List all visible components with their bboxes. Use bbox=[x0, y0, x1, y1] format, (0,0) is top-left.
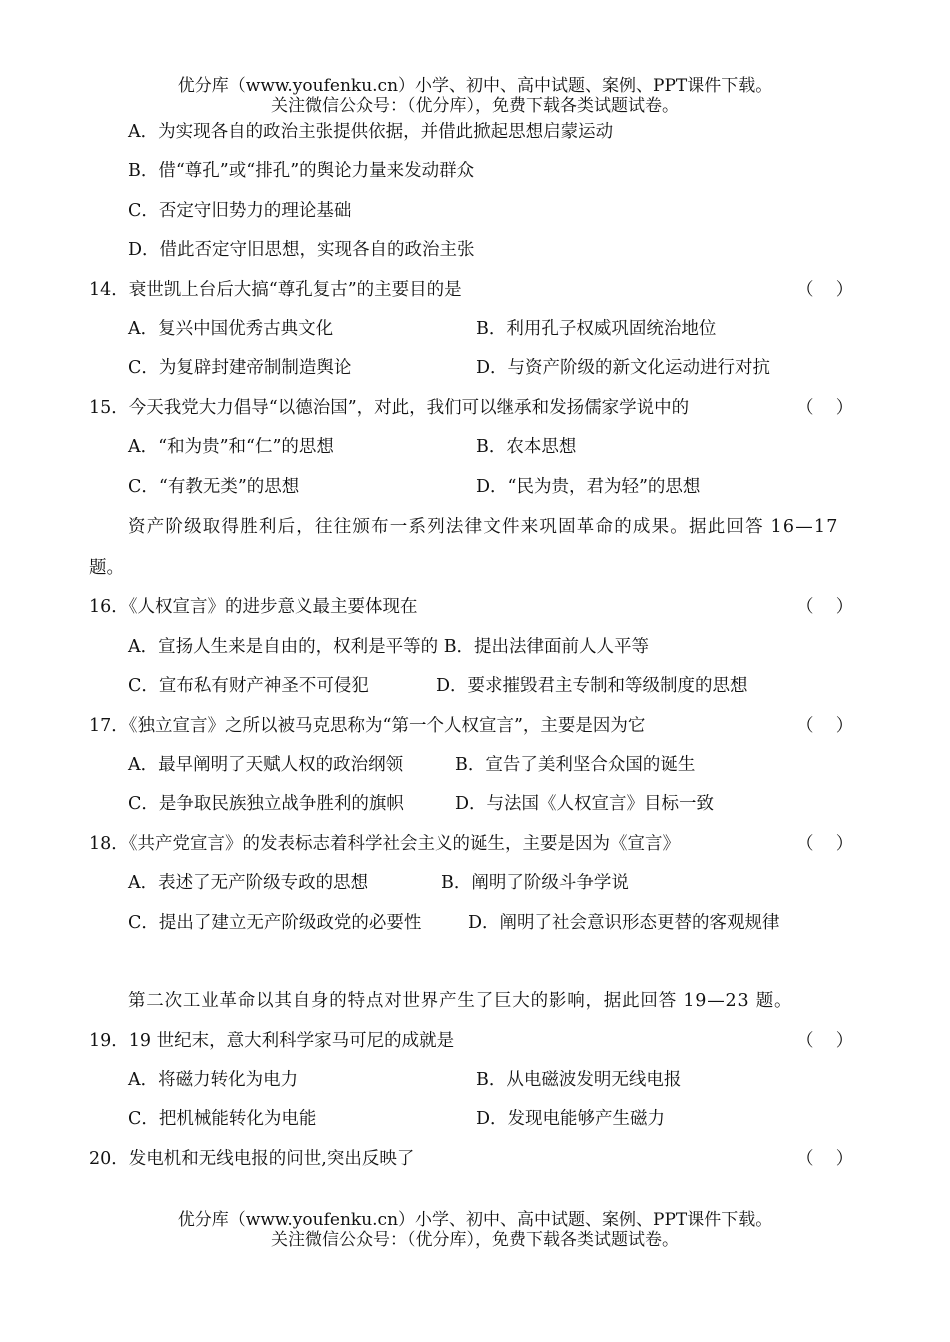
q18-stem: 18．《共产党宣言》的发表标志着科学社会主义的诞生，主要是因为《宣言》 bbox=[89, 834, 681, 854]
q20-stem: 20．发电机和无线电报的问世,突出反映了 bbox=[89, 1149, 415, 1169]
page-header bbox=[0, 76, 950, 116]
q18-option-a: A．表述了无产阶级专政的思想 bbox=[128, 873, 369, 893]
q16-stem: 16．《人权宣言》的进步意义最主要体现在 bbox=[89, 597, 418, 617]
header-line-1: 优分库（www.youfenku.cn）小学、初中、高中试题、案例、PPT课件下载。 bbox=[177, 76, 773, 96]
q13-option-d: D．借此否定守旧思想，实现各自的政治主张 bbox=[128, 240, 475, 260]
q17-option-c: C．是争取民族独立战争胜利的旗帜 bbox=[128, 794, 404, 814]
q17-stem: 17．《独立宣言》之所以被马克思称为“第一个人权宣言”，主要是因为它 bbox=[89, 716, 646, 736]
q14-answer-paren: （ ） bbox=[796, 280, 854, 300]
page-footer bbox=[0, 1210, 950, 1250]
q19-option-b: B．从电磁波发明无线电报 bbox=[476, 1070, 682, 1090]
q18-answer-paren: （ ） bbox=[796, 834, 854, 854]
q15-stem: 15．今天我党大力倡导“以德治国”，对此，我们可以继承和发扬儒家学说中的 bbox=[89, 398, 690, 418]
q15-answer-paren: （ ） bbox=[796, 398, 854, 418]
q15-option-d: D．“民为贵，君为轻”的思想 bbox=[476, 477, 701, 497]
q16-option-d: D．要求摧毁君主专制和等级制度的思想 bbox=[436, 676, 748, 696]
q14-option-d: D．与资产阶级的新文化运动进行对抗 bbox=[476, 358, 771, 378]
q16-option-c: C．宣布私有财产神圣不可侵犯 bbox=[128, 676, 369, 696]
q17-option-a: A．最早阐明了天赋人权的政治纲领 bbox=[128, 755, 404, 775]
q15-option-a: A．“和为贵”和“仁”的思想 bbox=[128, 437, 334, 457]
q14-option-b: B．利用孔子权威巩固统治地位 bbox=[476, 319, 717, 339]
q14-option-a: A．复兴中国优秀古典文化 bbox=[128, 319, 334, 339]
q17-option-b: B．宣告了美利坚合众国的诞生 bbox=[455, 755, 696, 775]
intro-19-23: 第二次工业革命以其自身的特点对世界产生了巨大的影响，据此回答 19—23 题。 bbox=[128, 991, 793, 1011]
q14-stem: 14．衰世凯上台后大搞“尊孔复古”的主要目的是 bbox=[89, 280, 462, 300]
q20-answer-paren: （ ） bbox=[796, 1149, 854, 1169]
q15-option-c: C．“有教无类”的思想 bbox=[128, 477, 300, 497]
q18-option-d: D．阐明了社会意识形态更替的客观规律 bbox=[468, 913, 780, 933]
q19-option-d: D．发现电能够产生磁力 bbox=[476, 1109, 666, 1129]
q17-option-d: D．与法国《人权宣言》目标一致 bbox=[455, 794, 715, 814]
q19-stem: 19．19 世纪末，意大利科学家马可尼的成就是 bbox=[89, 1031, 455, 1051]
q14-option-c: C．为复辟封建帝制制造舆论 bbox=[128, 358, 352, 378]
q18-option-c: C．提出了建立无产阶级政党的必要性 bbox=[128, 913, 422, 933]
q16-option-ab: A．宣扬人生来是自由的，权利是平等的 B．提出法律面前人人平等 bbox=[128, 637, 650, 657]
intro-16-17-line-1: 资产阶级取得胜利后，往往颁布一系列法律文件来巩固革命的成果。据此回答 16—17 bbox=[128, 517, 839, 537]
q19-option-c: C．把机械能转化为电能 bbox=[128, 1109, 317, 1129]
q19-answer-paren: （ ） bbox=[796, 1031, 854, 1051]
header-line-2: 关注微信公众号：（优分库），免费下载各类试题试卷。 bbox=[271, 96, 679, 116]
q13-option-c: C．否定守旧势力的理论基础 bbox=[128, 201, 352, 221]
q17-answer-paren: （ ） bbox=[796, 716, 854, 736]
q13-option-a: A．为实现各自的政治主张提供依据，并借此掀起思想启蒙运动 bbox=[128, 122, 614, 142]
footer-line-1: 优分库（www.youfenku.cn）小学、初中、高中试题、案例、PPT课件下载。 bbox=[177, 1210, 773, 1230]
q19-option-a: A．将磁力转化为电力 bbox=[128, 1070, 299, 1090]
q16-answer-paren: （ ） bbox=[796, 597, 854, 617]
q13-option-b: B．借“尊孔”或“排孔”的舆论力量来发动群众 bbox=[128, 161, 475, 181]
footer-line-2: 关注微信公众号：（优分库），免费下载各类试题试卷。 bbox=[271, 1230, 679, 1250]
intro-16-17-line-2: 题。 bbox=[89, 558, 124, 578]
q15-option-b: B．农本思想 bbox=[476, 437, 577, 457]
q18-option-b: B．阐明了阶级斗争学说 bbox=[441, 873, 629, 893]
